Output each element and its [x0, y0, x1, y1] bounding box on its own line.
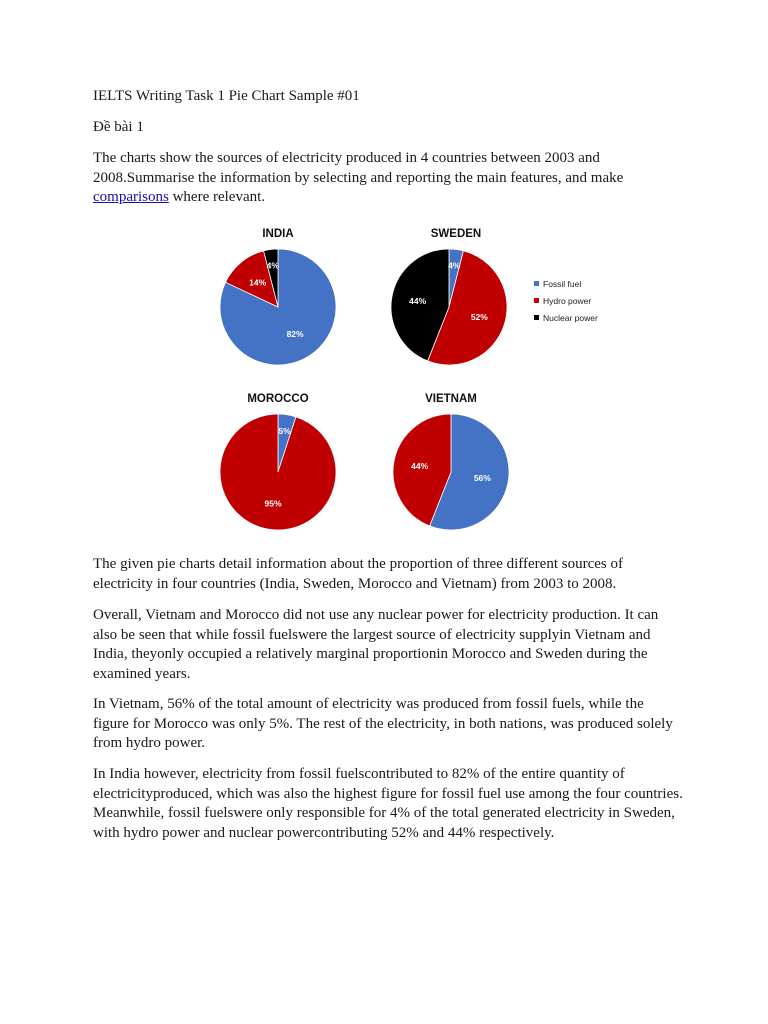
slice-label-sweden-2: 44%: [409, 296, 427, 307]
slice-label-sweden-0: 4%: [448, 260, 461, 271]
prompt-text-before: The charts show the sources of electricity produced in 4 countries between 2003 and 2008.Summarise the information by selecting and reporting the main features, and make: [93, 150, 624, 186]
slice-label-india-2: 4%: [266, 260, 279, 271]
slice-label-india-0: 82%: [286, 328, 304, 339]
paragraph-overview: Overall, Vietnam and Morocco did not use any nuclear power for electricity production. It can also be seen that while fossil fuelswere the largest source of electricity supplyin Vietnam and India, theyonly occupied a relatively marginal proportionin Morocco and Sweden during the examined years.: [93, 607, 659, 682]
legend-swatch-fossil-fuel: [534, 281, 539, 286]
pie-chart-india: [220, 228, 336, 365]
slice-label-morocco-1: 95%: [264, 498, 282, 509]
chart-title-vietnam: VIETNAM: [425, 393, 477, 405]
pie-chart-sweden: [391, 228, 507, 365]
legend-swatch-nuclear-power: [534, 315, 539, 320]
paragraph-introduction: The given pie charts detail information about the proportion of three different sources of electricity in four countries (India, Sweden, Morocco and Vietnam) from 2003 to 2008.: [93, 556, 623, 592]
document-subtitle: Đề bài 1: [93, 119, 144, 135]
slice-label-sweden-1: 52%: [470, 311, 488, 322]
pie-charts-svg: [193, 215, 613, 545]
comparisons-link[interactable]: comparisons: [93, 189, 169, 205]
paragraph-vietnam-morocco: In Vietnam, 56% of the total amount of electricity was produced from fossil fuels, while the figure for Morocco was only 5%. The rest of the electricity, in both nations, was produced solely from hydro power.: [93, 696, 673, 751]
chart-title-morocco: MOROCCO: [247, 393, 309, 405]
document-title: IELTS Writing Task 1 Pie Chart Sample #01: [93, 88, 360, 104]
slice-label-morocco-0: 5%: [278, 425, 291, 436]
prompt-text-after: where relevant.: [168, 189, 266, 205]
legend-label-nuclear-power: Nuclear power: [543, 313, 598, 323]
chart-title-sweden: SWEDEN: [430, 228, 482, 240]
legend-label-hydro-power: Hydro power: [543, 296, 592, 306]
legend-label-fossil-fuel: Fossil fuel: [543, 279, 582, 289]
slice-label-india-1: 14%: [249, 277, 267, 288]
pie-charts-figure: [193, 215, 613, 545]
paragraph-india-sweden: In India however, electricity from fossil fuelscontributed to 82% of the entire quantity of electricityproduced, which was also the highest figure for fossil fuel use among the four countries. Meanwhile, fossil fuelswere only responsible for 4% of the total generated electricity in Sweden, with hydro power and nuclear powercontributing 52% and 44% respectively.: [93, 766, 683, 841]
pie-chart-morocco: [220, 393, 336, 530]
slice-label-vietnam-0: 56%: [473, 472, 491, 483]
chart-legend: [534, 279, 598, 323]
task-prompt: [93, 149, 653, 208]
pie-chart-vietnam: [393, 393, 509, 530]
legend-swatch-hydro-power: [534, 298, 539, 303]
slice-label-vietnam-1: 44%: [411, 461, 429, 472]
chart-title-india: INDIA: [262, 228, 294, 240]
